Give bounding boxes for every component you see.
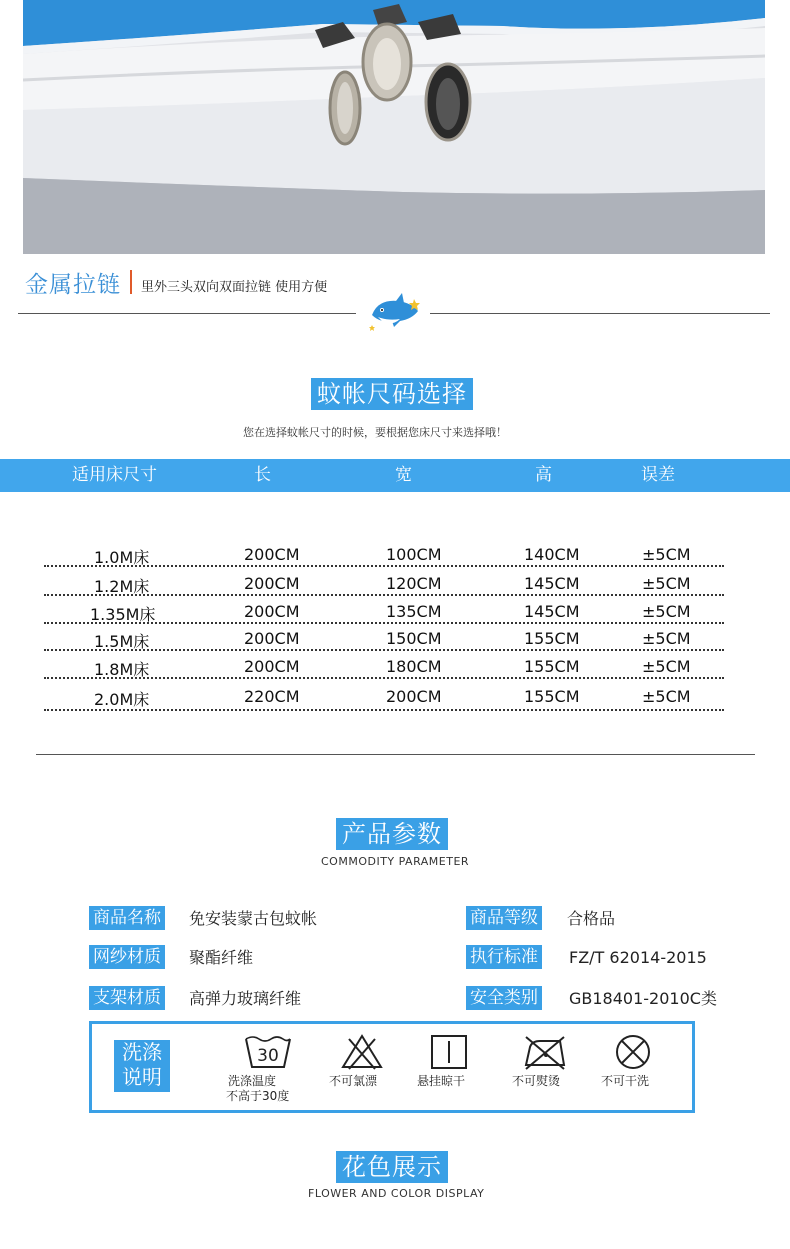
param-value-grade: 合格品 — [567, 909, 616, 928]
cell-width: 200CM — [386, 687, 442, 706]
cell-length: 200CM — [244, 545, 300, 564]
wash-text-hang-dry: 悬挂晾干 — [417, 1074, 466, 1088]
size-table-header — [0, 459, 790, 492]
cell-width: 100CM — [386, 545, 442, 564]
param-label-safety-class: 安全类别 — [466, 986, 542, 1010]
cell-length: 200CM — [244, 629, 300, 648]
cell-tolerance: ±5CM — [642, 574, 691, 593]
flower-section-title: 花色展示 — [336, 1151, 448, 1183]
size-table-bottom-line — [36, 754, 755, 755]
col-width: 宽 — [395, 465, 412, 485]
row-dotted-divider — [44, 565, 724, 567]
cell-bed: 1.0M床 — [94, 548, 150, 567]
cell-length: 200CM — [244, 602, 300, 621]
row-dotted-divider — [44, 649, 724, 651]
param-value-mesh-material: 聚酯纤维 — [189, 948, 254, 967]
param-value-standard: FZ/T 62014-2015 — [569, 948, 707, 967]
cell-width: 120CM — [386, 574, 442, 593]
row-dotted-divider — [44, 622, 724, 624]
cell-tolerance: ±5CM — [642, 545, 691, 564]
row-dotted-divider — [44, 594, 724, 596]
row-dotted-divider — [44, 677, 724, 679]
cell-tolerance: ±5CM — [642, 687, 691, 706]
table-row — [0, 572, 790, 600]
cell-bed: 1.8M床 — [94, 660, 150, 679]
col-tolerance: 误差 — [641, 465, 675, 485]
param-label-frame-material: 支架材质 — [89, 986, 165, 1010]
feature-divider-bar — [130, 270, 132, 294]
table-row — [0, 655, 790, 683]
col-bed-size: 适用床尺寸 — [72, 465, 157, 485]
wash-label — [114, 1040, 170, 1092]
param-value-frame-material: 高弹力玻璃纤维 — [189, 989, 302, 1008]
flower-section-subtitle: FLOWER AND COLOR DISPLAY — [308, 1187, 485, 1200]
wash-label-line2: 说明 — [122, 1065, 162, 1089]
wash-temp-number: 30 — [257, 1046, 279, 1066]
params-section-title: 产品参数 — [336, 818, 448, 850]
cell-height: 155CM — [524, 687, 580, 706]
cell-bed: 1.5M床 — [94, 632, 150, 651]
param-label-grade: 商品等级 — [466, 906, 542, 930]
table-row — [0, 685, 790, 713]
cell-height: 140CM — [524, 545, 580, 564]
size-section-title: 蚊帐尺码选择 — [311, 378, 473, 410]
cell-height: 155CM — [524, 657, 580, 676]
wash-text-temp-line1: 洗涤温度 — [228, 1074, 277, 1088]
divider-left — [18, 313, 356, 314]
params-section-subtitle: COMMODITY PARAMETER — [321, 855, 470, 868]
dolphin-icon — [366, 293, 424, 333]
cell-width: 135CM — [386, 602, 442, 621]
table-row — [0, 627, 790, 655]
feature-description: 里外三头双向双面拉链 使用方便 — [141, 280, 328, 295]
cell-height: 145CM — [524, 602, 580, 621]
param-label-mesh-material: 网纱材质 — [89, 945, 165, 969]
feature-title: 金属拉链 — [25, 272, 121, 298]
param-value-safety-class: GB18401-2010C类 — [569, 989, 717, 1008]
hang-dry-icon — [425, 1033, 475, 1071]
param-label-product-name: 商品名称 — [89, 906, 165, 930]
wash-30-icon — [243, 1033, 293, 1071]
size-section-subtitle: 您在选择蚊帐尺寸的时候，要根据您床尺寸来选择哦！ — [243, 426, 507, 439]
no-bleach-icon — [337, 1033, 387, 1071]
zipper-illustration — [23, 0, 765, 254]
cell-width: 150CM — [386, 629, 442, 648]
table-row — [0, 600, 790, 628]
cell-bed: 1.35M床 — [90, 605, 156, 624]
cell-tolerance: ±5CM — [642, 657, 691, 676]
zipper-photo — [23, 0, 765, 254]
divider-right — [430, 313, 770, 314]
cell-length: 220CM — [244, 687, 300, 706]
wash-text-no-bleach: 不可氯漂 — [329, 1074, 378, 1088]
wash-text-temp-line2: 不高于30度 — [226, 1089, 290, 1103]
cell-length: 200CM — [244, 574, 300, 593]
cell-tolerance: ±5CM — [642, 629, 691, 648]
wash-instructions-box — [89, 1021, 695, 1113]
col-height: 高 — [535, 465, 552, 485]
row-dotted-divider — [44, 709, 724, 711]
cell-bed: 1.2M床 — [94, 577, 150, 596]
no-dry-clean-icon — [608, 1033, 658, 1071]
wash-text-no-dry-clean: 不可干洗 — [601, 1074, 650, 1088]
cell-tolerance: ±5CM — [642, 602, 691, 621]
no-iron-icon — [520, 1033, 570, 1071]
param-label-standard: 执行标准 — [466, 945, 542, 969]
cell-bed: 2.0M床 — [94, 690, 150, 709]
cell-length: 200CM — [244, 657, 300, 676]
cell-width: 180CM — [386, 657, 442, 676]
wash-text-no-iron: 不可熨烫 — [512, 1074, 561, 1088]
param-value-product-name: 免安装蒙古包蚊帐 — [189, 909, 318, 928]
cell-height: 155CM — [524, 629, 580, 648]
wash-label-line1: 洗涤 — [122, 1040, 162, 1064]
table-row — [0, 543, 790, 571]
col-length: 长 — [254, 465, 271, 485]
cell-height: 145CM — [524, 574, 580, 593]
